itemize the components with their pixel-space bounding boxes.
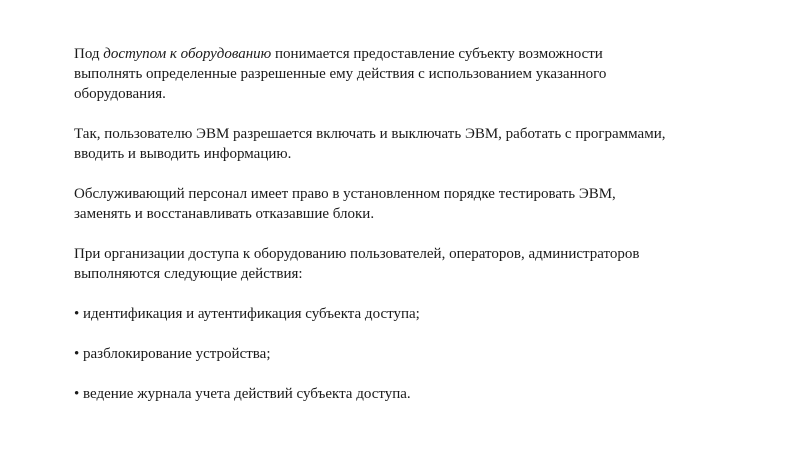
paragraph-line: заменять и восстанавливать отказавшие блоки. — [74, 206, 375, 222]
spacer — [74, 324, 754, 344]
text-body — [74, 44, 754, 404]
spacer — [74, 284, 754, 304]
paragraph-user-permissions — [74, 124, 754, 164]
paragraph-staff-permissions — [74, 184, 754, 224]
bullet-item-logging: • ведение журнала учета действий субъекта доступа. — [74, 386, 411, 402]
bullet-item-identification: • идентификация и аутентификация субъекта доступа; — [74, 306, 420, 322]
spacer — [74, 164, 754, 184]
paragraph-line: Так, пользователю ЭВМ разрешается включать и выключать ЭВМ, работать с программами, — [74, 126, 666, 142]
spacer — [74, 224, 754, 244]
italic-term: доступом к оборудованию — [103, 46, 272, 62]
paragraph-line: оборудования. — [74, 86, 166, 102]
paragraph-line: При организации доступа к оборудованию пользователей, операторов, администраторов — [74, 246, 640, 262]
paragraph-line: выполняются следующие действия: — [74, 266, 303, 282]
paragraph-definition — [74, 44, 754, 104]
paragraph-line: выполнять определенные разрешенные ему действия с использованием указанного — [74, 66, 607, 82]
spacer — [74, 104, 754, 124]
spacer — [74, 364, 754, 384]
text-rest: понимается предоставление субъекту возможности — [271, 46, 603, 62]
bullet-item-unlock: • разблокирование устройства; — [74, 346, 271, 362]
paragraph-access-actions — [74, 244, 754, 284]
paragraph-line — [74, 44, 754, 64]
paragraph-line: вводить и выводить информацию. — [74, 146, 292, 162]
text-prefix: Под — [74, 46, 104, 62]
paragraph-line: Обслуживающий персонал имеет право в установленном порядке тестировать ЭВМ, — [74, 186, 616, 202]
